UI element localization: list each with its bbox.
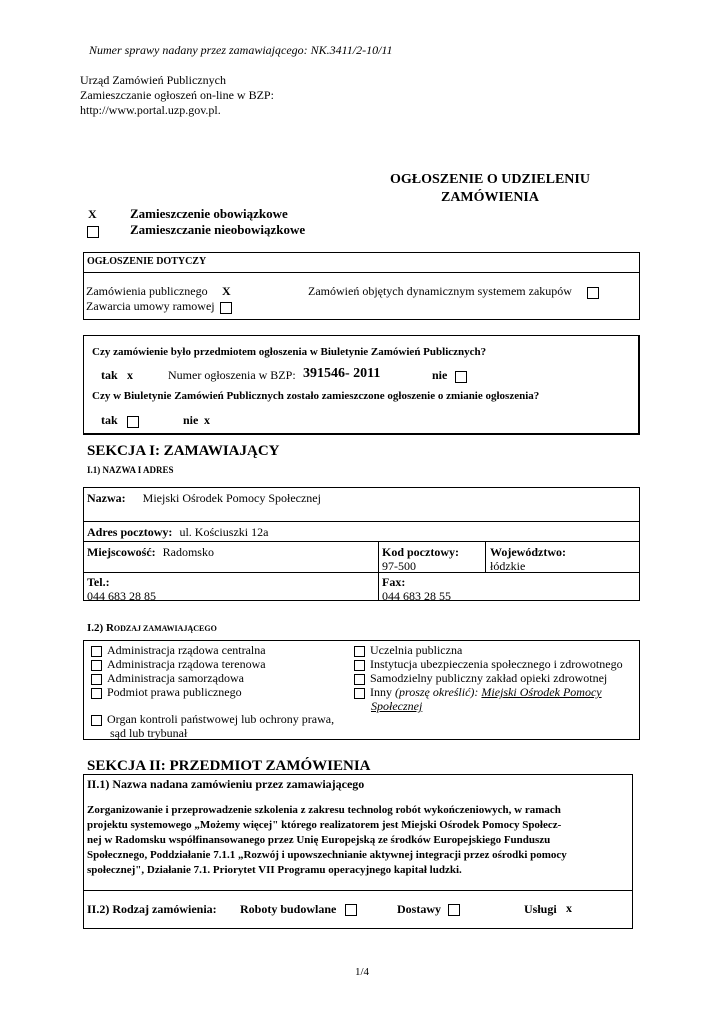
name-label: Nazwa:	[87, 491, 126, 505]
bulletin-no-label: nie	[432, 368, 448, 382]
bulletin-yes-mark: x	[127, 368, 133, 382]
bulletin-question2: Czy w Biuletynie Zamówień Publicznych zostało zamieszczone ogłoszenie o zmianie ogłoszenia?	[92, 390, 540, 402]
city-value: Radomsko	[162, 545, 214, 559]
postal-cell	[382, 545, 459, 573]
office-line-1: Urząd Zamówień Publicznych	[80, 73, 226, 87]
concerns-divider	[83, 272, 640, 273]
optional-label: Zamieszczanie nieobowiązkowe	[130, 222, 306, 237]
services-mark: x	[566, 901, 572, 915]
type-other-item[interactable]	[354, 685, 623, 699]
tel-label: Tel.:	[87, 575, 110, 589]
other-value-1: Miejski Ośrodek Pomocy	[481, 685, 602, 699]
bulletin2-yes-label: tak	[101, 413, 118, 427]
type-right-item[interactable]: Samodzielny publiczny zakład opieki zdrowotnej	[354, 671, 623, 685]
bulletin2-no-mark: x	[204, 413, 210, 427]
desc-line: projektu systemowego „Możemy więcej" którego realizatorem jest Miejski Ośrodek Pomocy Społecz-	[87, 819, 562, 831]
concerns-heading: OGŁOSZENIE DOTYCZY	[87, 256, 207, 267]
services-label: Usługi	[524, 902, 557, 916]
voivodeship-cell	[490, 545, 566, 573]
desc-line: Społecznego, Poddziałanie 7.1.1 „Rozwój i upowszechnianie aktywnej integracji przez ośrodki pomocy	[87, 849, 567, 861]
bulletin2-no-label: nie	[183, 413, 199, 427]
type-left-item[interactable]: Podmiot prawa publicznego	[91, 685, 266, 699]
address-label: Adres pocztowy:	[87, 525, 173, 539]
mandatory-label: Zamieszczenie obowiązkowe	[130, 206, 288, 221]
section1-title: SEKCJA I: ZAMAWIAJĄCY	[87, 443, 280, 459]
bulletin-yes-label: tak	[101, 368, 118, 382]
office-line-2: Zamieszczanie ogłoszeń on-line w BZP:	[80, 88, 274, 102]
bulletin-no-checkbox[interactable]	[455, 369, 467, 384]
type-left-item[interactable]: Administracja rządowa centralna	[91, 643, 266, 657]
section1-sub2-prefix: I.2) R	[87, 622, 114, 634]
tel-cell	[87, 575, 156, 603]
optional-checkbox[interactable]	[87, 224, 99, 239]
postal-label: Kod pocztowy:	[382, 545, 459, 559]
city-row	[87, 545, 214, 560]
type-right-item[interactable]: Uczelnia publiczna	[354, 643, 623, 657]
address-row	[87, 525, 268, 540]
bulletin-question1: Czy zamówienie było przedmiotem ogłoszenia w Biuletynie Zamówień Publicznych?	[92, 346, 487, 358]
framework-checkbox[interactable]	[220, 300, 232, 315]
desc-line: społecznej", Działanie 7.1. Priorytet VII Programu operacyjnego kapitał ludzki.	[87, 864, 462, 876]
type-right-item[interactable]: Instytucja ubezpieczenia społecznego i zdrowotnego	[354, 657, 623, 671]
page-number: 1/4	[354, 966, 370, 978]
desc-line: Zorganizowanie i przeprowadzenie szkolenia z zakresu technolog robót wykończeniowych, w ramach	[87, 804, 561, 816]
section1-sub2	[87, 622, 217, 634]
office-block	[80, 73, 274, 118]
section2-title: SEKCJA II: PRZEDMIOT ZAMÓWIENIA	[87, 758, 371, 774]
public-contract-label: Zamówienia publicznego	[86, 284, 208, 298]
fax-value: 044 683 28 55	[382, 589, 451, 603]
entity-type-right	[354, 643, 623, 713]
fax-cell	[382, 575, 451, 603]
address-divider-1	[83, 521, 640, 522]
case-number: Numer sprawy nadany przez zamawiającego: NK.3411/2-10/11	[89, 43, 393, 57]
office-link[interactable]: http://www.portal.uzp.gov.pl.	[80, 103, 221, 117]
dynamic-system-label: Zamówień objętych dynamicznym systemem zakupów	[308, 284, 572, 298]
name-row	[87, 491, 321, 506]
section1-sub2-rest: ODZAJ ZAMAWIAJĄCEGO	[113, 624, 217, 633]
desc-line: nej w Radomsku współfinansowanego przez Unię Europejską ze środków Europejskiego Funduszu	[87, 834, 551, 846]
section2-sub1: II.1) Nazwa nadana zamówieniu przez zamawiającego	[87, 777, 365, 791]
type-control-line2: sąd lub trybunał	[110, 726, 188, 740]
city-label: Miejscowość:	[87, 545, 156, 559]
bulletin2-yes-checkbox[interactable]	[127, 414, 139, 429]
section2-divider	[83, 890, 633, 891]
type-left-item[interactable]: Administracja rządowa terenowa	[91, 657, 266, 671]
address-value: ul. Kościuszki 12a	[179, 525, 269, 539]
works-checkbox[interactable]	[345, 902, 357, 917]
other-value-2: Społecznej	[371, 699, 423, 713]
page-title	[355, 171, 625, 207]
fax-label: Fax:	[382, 575, 406, 589]
supplies-label: Dostawy	[397, 902, 441, 916]
section2-sub2: II.2) Rodzaj zamówienia:	[87, 902, 217, 916]
postal-value: 97-500	[382, 559, 416, 573]
section1-sub1: I.1) NAZWA I ADRES	[87, 465, 174, 475]
type-control-line1: Organ kontroli państwowej lub ochrony prawa,	[107, 712, 335, 726]
name-value: Miejski Ośrodek Pomocy Społecznej	[142, 491, 321, 505]
other-label: Inny	[370, 685, 392, 699]
type-left-item[interactable]: Administracja samorządowa	[91, 671, 266, 685]
page-title-line2: ZAMÓWIENIA	[440, 190, 539, 205]
framework-label: Zawarcia umowy ramowej	[86, 299, 215, 313]
works-label: Roboty budowlane	[240, 902, 337, 916]
mandatory-mark: X	[88, 207, 97, 221]
dynamic-system-checkbox[interactable]	[587, 285, 599, 300]
contract-description	[87, 803, 625, 878]
address-divider-2	[83, 541, 640, 542]
address-vdivider-1	[378, 541, 379, 601]
entity-type-left	[91, 643, 266, 699]
voivodeship-value: łódzkie	[490, 559, 526, 573]
page-title-line1: OGŁOSZENIE O UDZIELENIU	[390, 172, 590, 187]
type-control-item[interactable]	[91, 712, 334, 740]
tel-value: 044 683 28 85	[87, 589, 156, 603]
other-hint: (proszę określić):	[395, 685, 479, 699]
bzp-number-value: 391546- 2011	[303, 366, 381, 381]
voivodeship-label: Województwo:	[490, 545, 566, 559]
bzp-number-label: Numer ogłoszenia w BZP:	[168, 368, 296, 382]
public-contract-mark: X	[222, 284, 231, 298]
supplies-checkbox[interactable]	[448, 902, 460, 917]
address-vdivider-2	[485, 541, 486, 572]
